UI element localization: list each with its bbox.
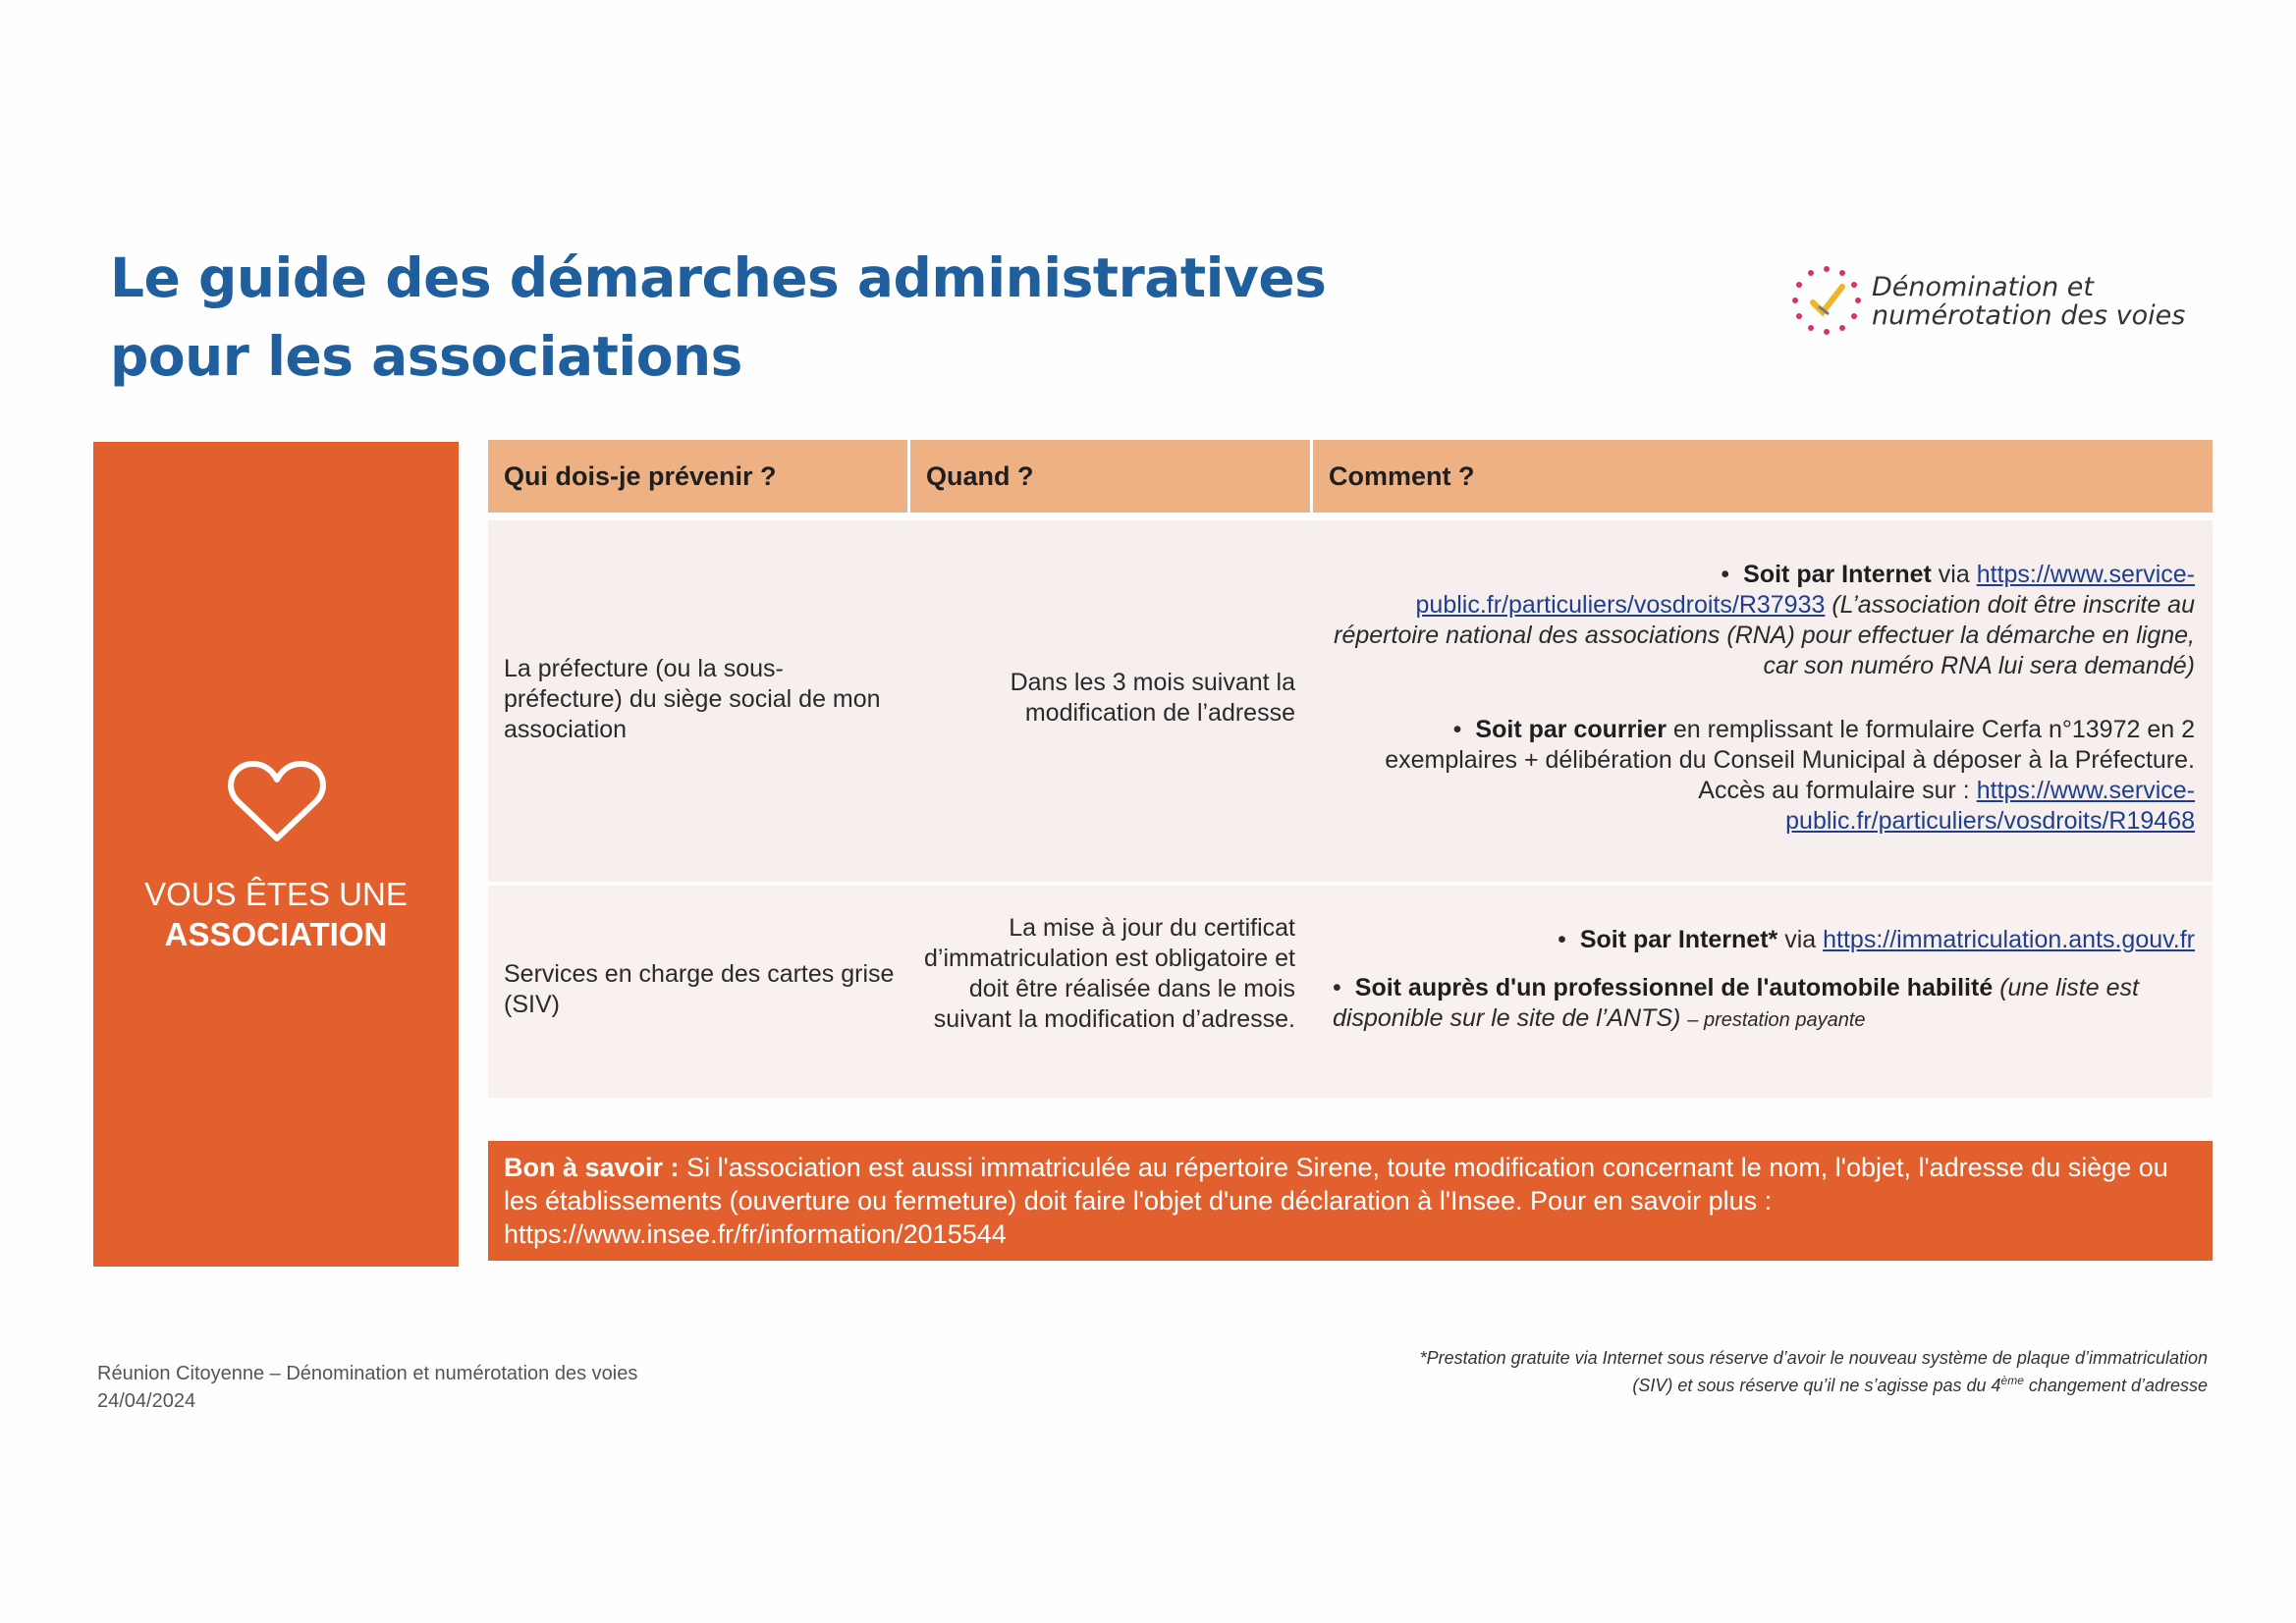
footer-footnote [1277,1347,2208,1397]
logo-line1: Dénomination et [1872,272,2094,302]
note-label: Bon à savoir : [504,1153,680,1182]
row1-when: Dans les 3 mois suivant la modification de l’adresse [1010,669,1295,727]
header-how: Comment ? [1329,461,1475,491]
header-who: Qui dois-je prévenir ? [488,440,910,513]
table-row [488,886,2213,1098]
sidebar-panel [93,442,459,1267]
row2-how2-small: – prestation payante [1687,1009,1866,1031]
logo-text [1872,273,2185,330]
note-link[interactable]: https://www.insee.fr/fr/information/2015544 [504,1219,1007,1249]
footer-event: Réunion Citoyenne – Dénomination et numérotation des voies [97,1363,638,1384]
row1-how1-note: (L’association doit être inscrite au répertoire national des associations (RNA) pour effectuer la démarche en ligne, car son numéro RNA lui sera demandé) [1334,591,2195,679]
page-title-line2: pour les associations [110,325,742,388]
row1-how [1323,560,2195,837]
row1-how2-link[interactable]: https://www.service-public.fr/particuliers/vosdroits/R19468 [1785,777,2195,835]
row2-how [1323,925,2195,1036]
row1-how2-text: en remplissant le formulaire Cerfa n°13972 en 2 exemplaires + délibération du Conseil Municipal à déposer à la Préfecture. Accès au formulaire sur : [1385,716,2195,804]
sidebar-line1: VOUS ÊTES UNE [144,876,408,912]
row2-when: La mise à jour du certificat d’immatriculation est obligatoire et doit être réalisée dans le mois suivant la modification d’adresse. [924,914,1295,1033]
row2-how1-via: via [1784,926,1817,953]
page-title-line1: Le guide des démarches administratives [110,246,1327,309]
bullet-icon: • [1558,926,1566,953]
heart-icon [226,756,328,846]
row1-how2-bold: Soit par courrier [1475,716,1667,743]
bullet-icon: • [1721,561,1730,588]
footer-date: 24/04/2024 [97,1390,196,1412]
bullet-icon: • [1333,974,1341,1001]
row2-how2-bold: Soit auprès d'un professionnel de l'automobile habilité [1354,974,1994,1001]
bullet-icon: • [1452,716,1462,743]
row1-how1-link[interactable]: https://www.service-public.fr/particuliers/vosdroits/R37933 [1415,561,2195,619]
logo-line2: numérotation des voies [1872,300,2186,331]
row2-who: Services en charge des cartes grise (SIV) [504,960,895,1018]
page-title [110,239,1387,396]
note-text: Si l'association est aussi immatriculée au répertoire Sirene, toute modification concernant le nom, l'objet, l'adresse du siège ou les établissements (ouverture ou fermeture) doit faire l'objet d'une déclaration à l'Insee. Pour en savoir plus : [504,1153,2168,1216]
table-row [488,520,2213,882]
footnote-line1: *Prestation gratuite via Internet sous réserve d’avoir le nouveau système de plaque d’immatriculation [1419,1348,2208,1368]
row2-how2-note: (une liste est disponible sur le site de l’ANTS) [1333,974,2139,1032]
row1-how1-via: via [1938,561,1970,588]
header-when: Quand ? [910,440,1313,513]
row1-who: La préfecture (ou la sous-préfecture) du siège social de mon association [504,655,881,743]
footer-left [97,1360,637,1415]
row2-how1-link[interactable]: https://immatriculation.ants.gouv.fr [1823,926,2195,953]
footnote-line2: (SIV) et sous réserve qu’il ne s’agisse pas du 4ème changement d’adresse [1632,1374,2208,1395]
table-header [488,440,2213,513]
checkmark-circle-icon [1789,263,1864,338]
logo [1789,263,2221,342]
good-to-know-banner [488,1141,2213,1261]
row1-how1-bold: Soit par Internet [1743,561,1932,588]
row2-how1-bold: Soit par Internet* [1579,926,1778,953]
sidebar-line2: ASSOCIATION [164,916,388,952]
